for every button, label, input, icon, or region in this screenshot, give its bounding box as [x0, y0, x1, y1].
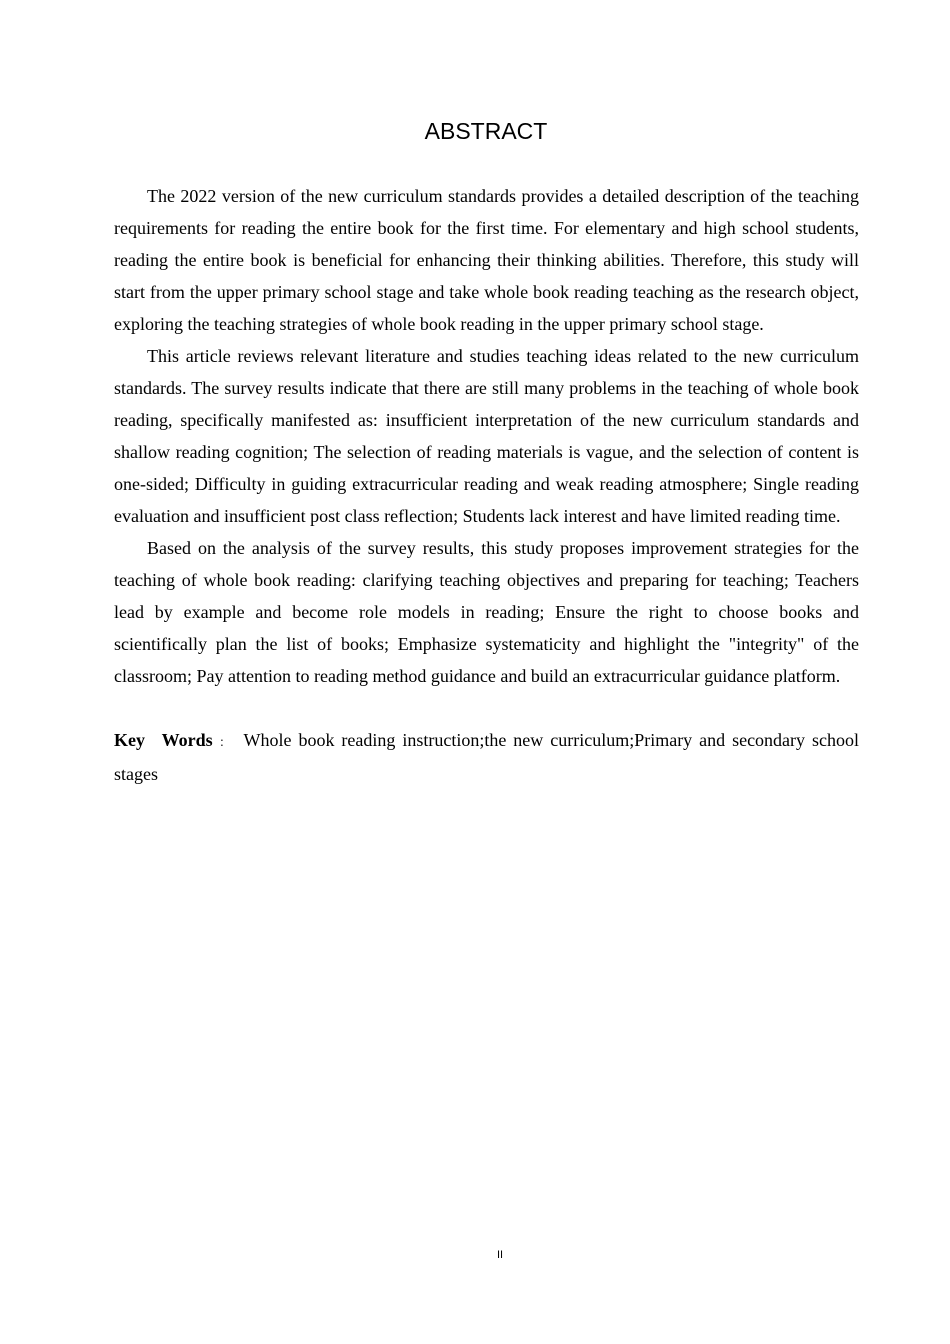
abstract-body	[114, 180, 859, 790]
abstract-paragraph-3: Based on the analysis of the survey results, this study proposes improvement strategies for the teaching of whole book reading: clarifying teaching objectives and preparing for teaching; Teachers lead by example and become role models in reading; Ensure the right to choose books and scientifically plan the list of books; Emphasize systematicity and highlight the "integrity" of the classroom; Pay attention to reading method guidance and build an extracurricular guidance platform.	[114, 538, 859, 686]
keywords-label: Key Words	[114, 730, 213, 750]
abstract-paragraph-2: This article reviews relevant literature and studies teaching ideas related to the new curriculum standards. The survey results indicate that there are still many problems in the teaching of whole book reading, specifically manifested as: insufficient interpretation of the new curriculum standards and shallow reading cognition; The selection of reading materials is vague, and the selection of content is one-sided; Difficulty in guiding extracurricular reading and weak reading atmosphere; Single reading evaluation and insufficient post class reflection; Students lack interest and have limited reading time.	[114, 346, 859, 526]
page-number: II	[496, 1249, 504, 1261]
abstract-paragraph-1: The 2022 version of the new curriculum standards provides a detailed description of the teaching requirements for reading the entire book for the first time. For elementary and high school students, reading the entire book is beneficial for enhancing their thinking abilities. Therefore, this study will start from the upper primary school stage and take whole book reading teaching as the research object, exploring the teaching strategies of whole book reading in the upper primary school stage.	[114, 186, 859, 334]
keywords-line	[114, 724, 859, 790]
abstract-title: ABSTRACT	[424, 118, 548, 144]
keywords-text: Whole book reading instruction;the new curriculum;Primary and secondary school stages	[114, 730, 859, 784]
keywords-separator: ：	[216, 735, 234, 749]
